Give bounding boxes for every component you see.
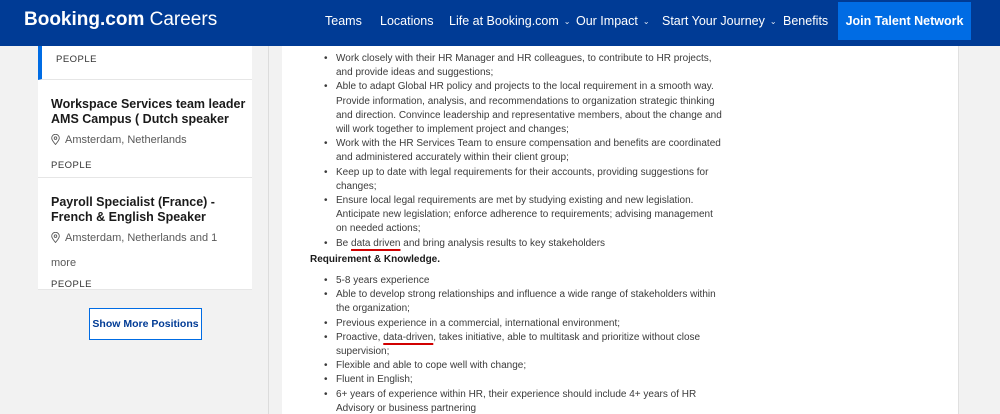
job-location-text: Amsterdam, Netherlands: [65, 134, 187, 146]
job-department: PEOPLE: [51, 279, 93, 290]
nav-benefits[interactable]: [783, 14, 828, 28]
chevron-down-icon: ⌄: [563, 16, 571, 26]
nav-label: Benefits: [783, 14, 829, 28]
list-item: • 5-8 years experience: [324, 274, 724, 288]
column-divider: [268, 46, 269, 414]
nav-label: Life at Booking.com: [449, 14, 559, 28]
list-item: • Able to adapt Global HR policy and projects to the local requirement in a smooth way. Provide information, analysis, and recommendations to organization strategic thinking and direction. Convince leadership and representative members, about the change and will work together to implement project and changes;: [324, 80, 724, 137]
brand-sub: Careers: [149, 9, 218, 30]
requirements-heading: Requirement & Knowledge.: [310, 254, 441, 265]
job-location: [51, 131, 252, 150]
job-description: [282, 46, 958, 414]
nav-label: Our Impact: [576, 14, 638, 28]
location-pin-icon: [51, 232, 60, 243]
job-card-active[interactable]: [38, 46, 252, 80]
list-item: • Able to develop strong relationships and influence a wide range of stakeholders within the organization;: [324, 288, 724, 316]
list-item: • Flexible and able to cope well with change;: [324, 359, 724, 373]
brand-name: Booking.com: [24, 9, 145, 30]
job-title[interactable]: Payroll Specialist (France) - French & English Speaker: [51, 195, 215, 224]
job-location-more-text: more: [51, 257, 77, 269]
text-fragment: and bring analysis results to key stakeholders: [400, 237, 606, 249]
join-talent-network-button[interactable]: Join Talent Network: [838, 2, 971, 40]
highlighted-phrase: data-driven: [383, 331, 434, 343]
nav-label: Locations: [380, 14, 434, 28]
brand-logo[interactable]: [24, 9, 217, 31]
job-card[interactable]: [38, 178, 252, 290]
job-location-more[interactable]: [51, 254, 252, 273]
list-item: [324, 331, 724, 359]
list-item: [324, 237, 724, 251]
requirements-list: [324, 274, 724, 414]
job-location: [51, 229, 252, 248]
list-item: • Ensure local legal requirements are met by studying existing and new legislation. Anticipate new legislation; enforce adherence to requirements; advising management on needed actions;: [324, 194, 724, 237]
list-item: • 6+ years of experience within HR, their experience should include 4+ years of HR Advisory or business partnering: [324, 388, 724, 414]
job-location-text: Amsterdam, Netherlands and 1: [65, 232, 218, 244]
job-title[interactable]: Workspace Services team leader AMS Campus ( Dutch speaker: [51, 97, 246, 126]
list-item: • Keep up to date with legal requirements for their accounts, providing suggestions for changes;: [324, 166, 724, 194]
nav-our-impact[interactable]: [576, 14, 650, 28]
nav-teams[interactable]: [325, 14, 362, 28]
job-list: [38, 46, 252, 414]
nav-locations[interactable]: [380, 14, 434, 28]
nav-label: Start Your Journey: [662, 14, 765, 28]
highlighted-phrase: data driven: [351, 237, 401, 249]
chevron-down-icon: ⌄: [642, 16, 650, 26]
text-fragment: , takes initiative, able to multitask and prioritize without close supervision;: [336, 331, 701, 358]
text-fragment: Be: [336, 237, 352, 249]
list-item: • Previous experience in a commercial, international environment;: [324, 317, 724, 331]
nav-start-your-journey[interactable]: [662, 14, 777, 28]
list-item: • Work with the HR Services Team to ensure compensation and benefits are coordinated and administered accurately within their client group;: [324, 137, 724, 165]
text-fragment: Proactive,: [336, 331, 384, 343]
top-nav: [0, 0, 1000, 46]
job-department: PEOPLE: [51, 160, 93, 171]
nav-life-at-booking[interactable]: [449, 14, 571, 28]
list-item: • Work closely with their HR Manager and HR colleagues, to contribute to HR projects, and provide ideas and suggestions;: [324, 52, 724, 80]
list-item: • Fluent in English;: [324, 373, 724, 387]
responsibilities-list: [324, 52, 724, 251]
job-department: PEOPLE: [56, 54, 98, 65]
content-edge: [958, 46, 959, 414]
job-card[interactable]: [38, 80, 252, 178]
show-more-positions-button[interactable]: Show More Positions: [89, 308, 202, 340]
nav-label: Teams: [325, 14, 362, 28]
chevron-down-icon: ⌄: [769, 16, 777, 26]
location-pin-icon: [51, 134, 60, 145]
